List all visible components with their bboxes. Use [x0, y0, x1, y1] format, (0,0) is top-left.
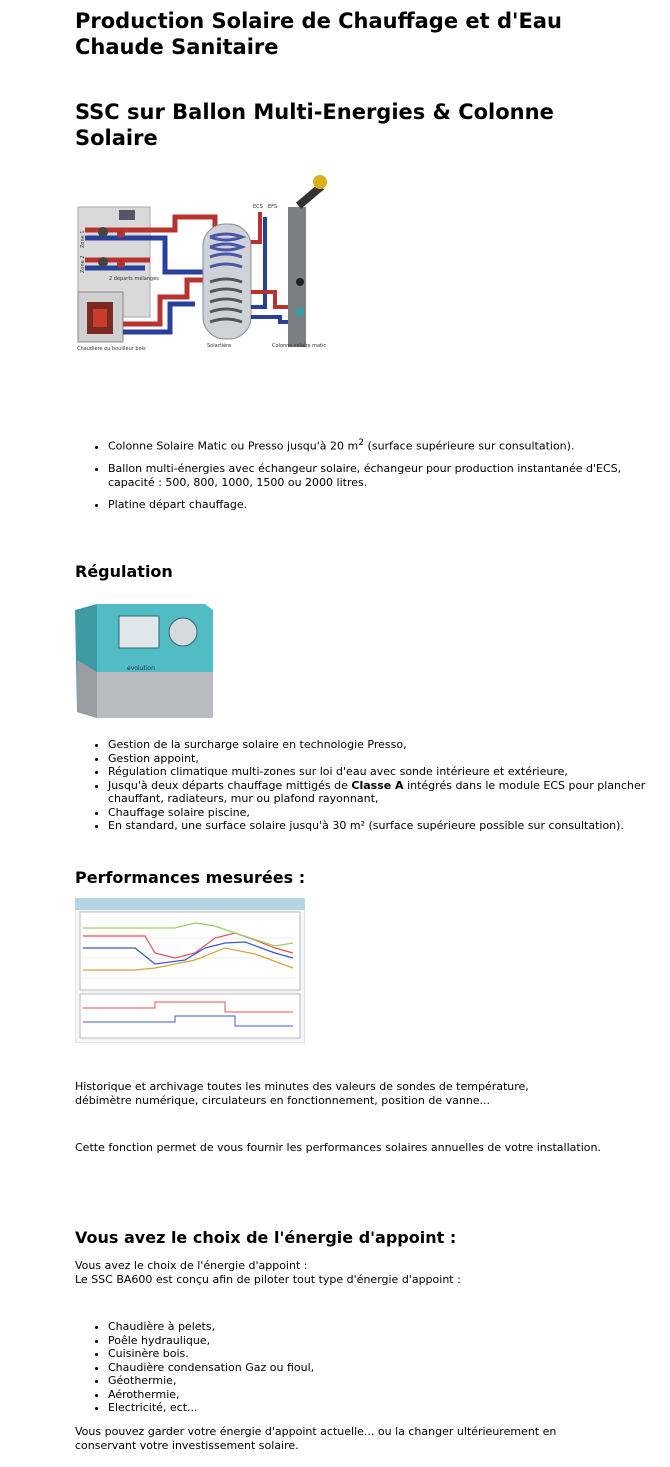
appoint-intro-line-2: Le SSC BA600 est conçu afin de piloter tout type d'énergie d'appoint : [75, 1272, 461, 1286]
list-item: • Ballon multi-énergies avec échangeur solaire, échangeur pour production instantanée d'ECS, capacité : 500, 800, 1000, 1500 ou 2000 litres. [108, 462, 648, 489]
list-item: • Gestion de la surcharge solaire en technologie Presso, [108, 738, 648, 752]
appoint-closing: Vous pouvez garder votre énergie d'appoint actuelle... ou la changer ultérieurement en conservant votre investissement solaire. [75, 1425, 557, 1452]
performances-paragraph-2: Cette fonction permet de vous fournir les performances solaires annuelles de votre installation. [75, 1141, 601, 1154]
performances-paragraph-1: Historique et archivage toutes les minutes des valeurs de sondes de température, débimètre numérique, circulateurs en fonctionnement, position de vanne... [75, 1080, 529, 1107]
list-item: • Gestion appoint, [108, 752, 648, 766]
appoint-intro-line-1: Vous avez le choix de l'énergie d'appoint : [75, 1259, 308, 1272]
list-item: • Chaudière à pelets, [108, 1320, 648, 1334]
list-item: • Chauffage solaire piscine, [108, 806, 648, 820]
list-item: • Electricité, ect... [108, 1401, 648, 1415]
list-item: • En standard, une surface solaire jusqu'à 30 m² (surface supérieure possible sur consultation). [108, 819, 648, 833]
list-item: • Poêle hydraulique, [108, 1334, 648, 1348]
departs-label: 2 départs mélangés [109, 276, 159, 282]
device-brand-label: evolution [127, 665, 155, 672]
regulation-device-image [75, 600, 225, 725]
list-item: • Cuisinère bois. [108, 1347, 648, 1361]
section-heading-performances: Performances mesurées : [75, 868, 306, 887]
list-item: • Colonne Solaire Matic ou Presso jusqu'à 20 $m^2$ (surface supérieure sur consultation). [108, 436, 648, 453]
solartiere-label: Solartière [207, 343, 232, 349]
page-title: Production Solaire de Chauffage et d'Eau Chaude Sanitaire [75, 9, 562, 59]
list-item: • Platine départ chauffage. [108, 498, 648, 512]
list-item: • Géothermie, [108, 1374, 648, 1388]
zone-2-label: Zone 2 [80, 255, 86, 273]
appoint-intro [75, 1259, 615, 1286]
list-item: • Jusqu'à deux départs chauffage mittigés de Classe A intégrés dans le module ECS pour plancher chauffant, radiateurs, mur ou plafond rayonnant, [108, 779, 648, 806]
section-heading-regulation: Régulation [75, 562, 173, 581]
regulation-feature-list [75, 738, 648, 833]
installation-diagram [75, 172, 335, 357]
zone-1-label: Zone 1 [80, 230, 86, 248]
list-item: • Chaudière condensation Gaz ou fioul, [108, 1361, 648, 1375]
section-heading-appoint: Vous avez le choix de l'énergie d'appoint : [75, 1228, 457, 1247]
ecs-label: ECS [253, 204, 263, 210]
list-item: • Aérothermie, [108, 1388, 648, 1402]
performance-monitoring-screenshot [75, 898, 305, 1043]
ssc-feature-list [75, 436, 648, 512]
list-item: • Régulation climatique multi-zones sur loi d'eau avec sonde intérieure et extérieure, [108, 765, 648, 779]
chaudiere-label: Chaudière ou bouilleur bois [77, 346, 146, 352]
section-heading-ssc: SSC sur Ballon Multi-Energies & Colonne Solaire [75, 100, 554, 150]
appoint-energy-list [75, 1320, 648, 1415]
efs-label: EFS [268, 204, 278, 210]
colonne-label: Colonne solaire matic [272, 343, 327, 349]
